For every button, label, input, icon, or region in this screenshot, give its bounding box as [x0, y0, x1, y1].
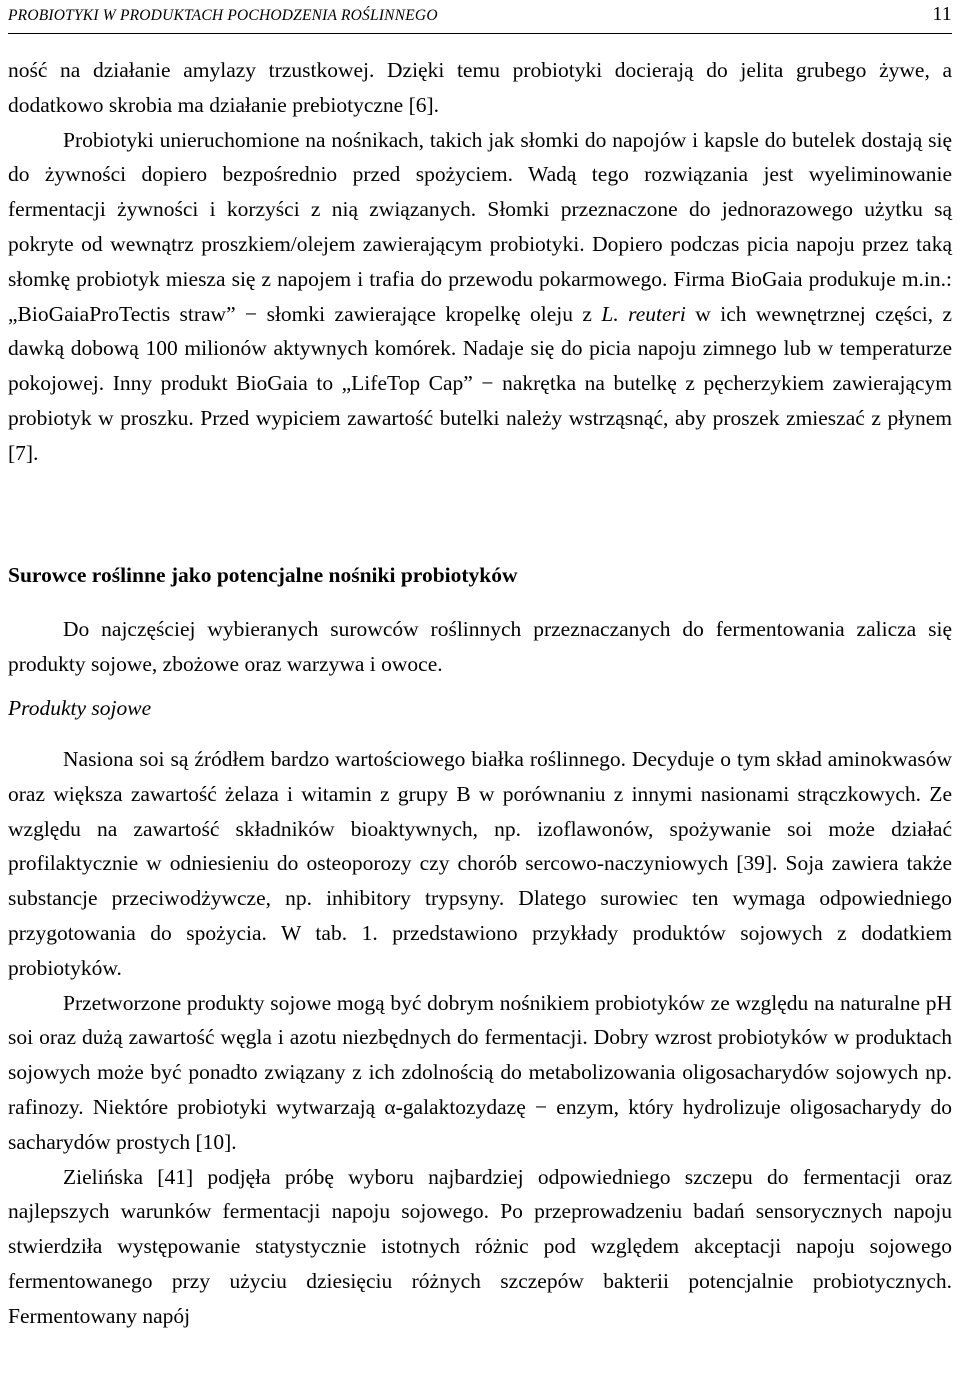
- paragraph: Nasiona soi są źródłem bardzo wartościowego białka roślinnego. Decyduje o tym skład aminokwasów oraz większa zawartość żelaza i witamin z grupy B w porównaniu z innymi nasionami strączkowych. Ze względu na zawartość składników bioaktywnych, np. izoflawonów, spożywanie soi może działać profilaktycznie w odniesieniu do osteoporozy czy chorób sercowo-naczyniowych [39]. Soja zawiera także substancje przeciwodżywcze, np. inhibitory trypsyny. Dlatego surowiec ten wymaga odpowiedniego przygotowania do spożycia. W tab. 1. przedstawiono przykłady produktów sojowych z dodatkiem probiotyków.: [8, 747, 952, 980]
- paragraph-text: w ich wewnętrznej części, z dawką dobową 100 milionów aktywnych komórek. Nadaje się do picia napoju zimnego lub w temperaturze pokojowej. Inny produkt BioGaia to „LifeTop Cap” − nakrętka na butelkę z pęcherzykiem zawierającym probiotyk w proszku. Przed wypiciem zawartość butelki należy wstrząsnąć, aby proszek zmieszać z płynem [7].: [8, 301, 952, 465]
- paragraph: Do najczęściej wybieranych surowców roślinnych przeznaczanych do fermentowania zalicza się produkty sojowe, zbożowe oraz warzywa i owoce.: [8, 617, 952, 676]
- running-header: [8, 0, 952, 34]
- subsection-text: [8, 742, 952, 1334]
- paragraph: Przetworzone produkty sojowe mogą być dobrym nośnikiem probiotyków ze względu na naturalne pH soi oraz dużą zawartość węgla i azotu niezbędnych do fermentacji. Dobry wzrost probiotyków w produktach sojowych może być ponadto związany z ich zdolnością do metabolizowania oligosacharydów sojowych np. rafinozy. Niektóre probiotyki wytwarzają α-galaktozydazę − enzym, który hydrolizuje oligosacharydy do sacharydów prostych [10].: [8, 990, 952, 1154]
- subsection-heading: Produkty sojowe: [8, 696, 152, 720]
- paragraph: ność na działanie amylazy trzustkowej. Dzięki temu probiotyki docierają do jelita grubego żywe, a dodatkowo skrobia ma działanie prebiotyczne [6].: [8, 58, 952, 117]
- section-heading: Surowce roślinne jako potencjalne nośniki probiotyków: [8, 563, 518, 587]
- intro-text: [8, 53, 952, 471]
- section-text: [8, 612, 952, 682]
- paragraph-text: Probiotyki unieruchomione na nośnikach, takich jak słomki do napojów i kapsle do butelek dostają się do żywności dopiero bezpośrednio przed spożyciem. Wadą tego rozwiązania jest wyeliminowanie fermentacji żywności i korzyści z nią związanych. Słomki przeznaczone do jednorazowego użytku są pokryte od wewnątrz proszkiem/olejem zawierającym probiotyki. Dopiero podczas picia napoju przez taką słomkę probiotyk miesza się z napojem i trafia do przewodu pokarmowego. Firma BioGaia produkuje m.in.: „BioGaiaProTectis straw” − słomki zawierające kropelkę oleju z: [8, 127, 952, 326]
- document-page: [8, 0, 952, 1328]
- species-name: L. reuteri: [601, 301, 686, 326]
- paragraph: [8, 123, 952, 471]
- paragraph: Zielińska [41] podjęła próbę wyboru najbardziej odpowiedniego szczepu do fermentacji oraz najlepszych warunków fermentacji napoju sojowego. Po przeprowadzeniu badań sensorycznych napoju stwierdziła występowanie statystycznie istotnych różnic pod względem akceptacji napoju sojowego fermentowanego przy użyciu dziesięciu różnych szczepów bakterii potencjalnie probiotycznych. Fermentowany napój: [8, 1164, 952, 1328]
- page-number: 11: [932, 3, 952, 25]
- running-head-title: PROBIOTYKI W PRODUKTACH POCHODZENIA ROŚLINNEGO: [8, 7, 438, 24]
